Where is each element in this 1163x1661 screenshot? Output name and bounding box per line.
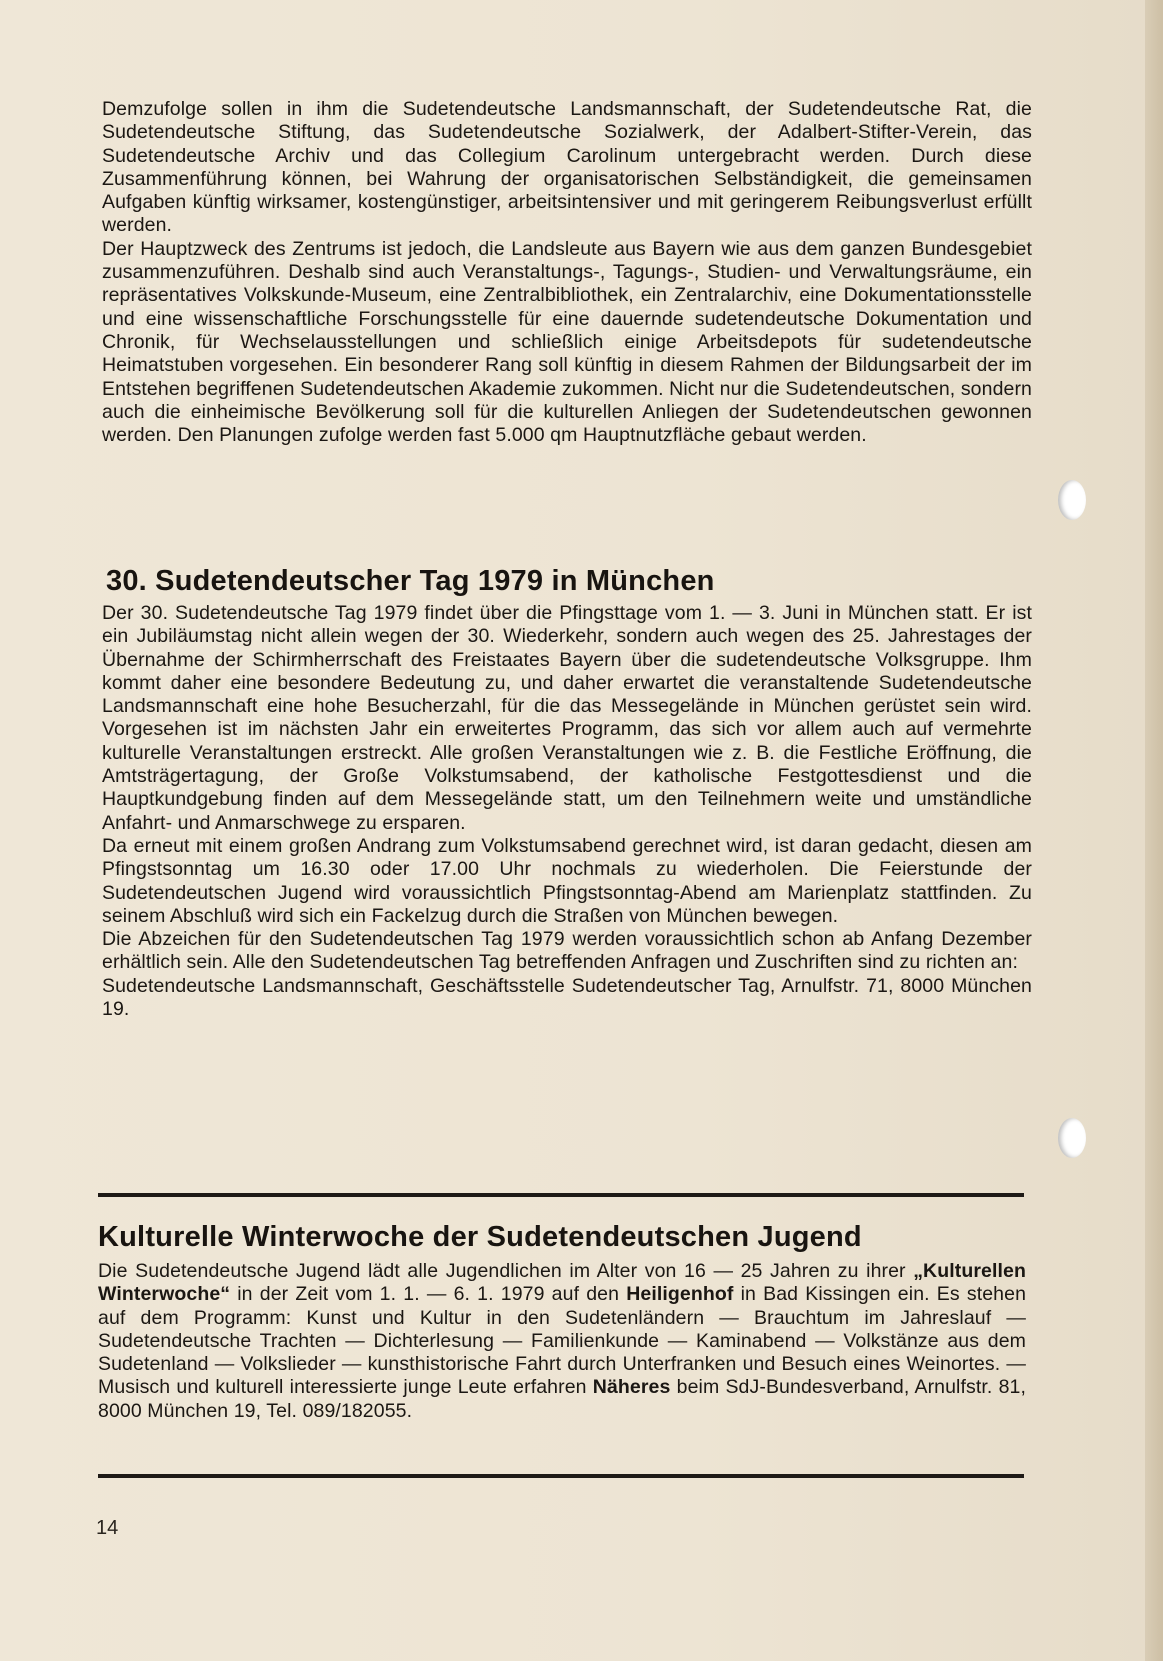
- tag-paragraph-2: Da erneut mit einem großen Andrang zum Volkstumsabend gerechnet wird, ist daran gedacht, diesen am Pfingstsonntag um 16.30 oder 17.00 Uhr nochmals zu wiederholen. Die Feierstunde der Sudetendeutschen Jugend wird voraussichtlich Pfingstsonntag-Abend am Marienplatz stattfinden. Zu seinem Abschluß wird sich ein Fackelzug durch die Straßen von München bewegen.: [102, 834, 1032, 927]
- winter-text-2: in der Zeit vom 1. 1. — 6. 1. 1979 auf den: [230, 1283, 627, 1306]
- section-heading-winterwoche: Kulturelle Winterwoche der Sudetendeutschen Jugend: [98, 1221, 862, 1253]
- tag-paragraph-3: Die Abzeichen für den Sudetendeutschen Tag 1979 werden voraussichtlich schon ab Anfang Dezember erhältlich sein. Alle den Sudetendeutschen Tag betreffenden Anfragen und Zuschriften sind zu richten an:: [102, 928, 1032, 974]
- intro-paragraph-2: Der Hauptzweck des Zentrums ist jedoch, die Landsleute aus Bayern wie aus dem ganzen Bundesgebiet zusammenzuführen. Deshalb sind auch Veranstaltungs-, Tagungs-, Studien- und Verwaltungsräume, ein repräsentatives Volkskunde-Museum, eine Zentralbibliothek, ein Zentralarchiv, eine Dokumentationsstelle und eine wissenschaftliche Forschungsstelle für eine dauernde sudetendeutsche Dokumentation und Chronik, für Wechselausstellungen und schließlich einige Arbeitsdepots für sudetendeutsche Heimatstuben vorgesehen. Ein besonderer Rang soll künftig in diesem Rahmen der Bildungsarbeit der im Entstehen begriffenen Sudetendeutschen Akademie zukommen. Nicht nur die Sudetendeutschen, sondern auch die einheimische Bevölkerung soll für die kulturellen Anliegen der Sudetendeutschen gewonnen werden. Den Planungen zufolge werden fast 5.000 qm Hauptnutzfläche gebaut werden.: [102, 237, 1032, 447]
- winter-bold-title: „Kulturellen Winterwoche“: [98, 1260, 1026, 1306]
- winter-text-4: beim SdJ-Bundesverband, Arnulfstr. 81, 8000 München 19, Tel. 089/182055.: [98, 1376, 1026, 1422]
- page-edge: [1145, 0, 1163, 1661]
- winterwoche-section: [98, 1260, 1026, 1423]
- punch-hole: [1058, 1118, 1086, 1158]
- winter-text-3: in Bad Kissingen ein. Es stehen auf dem Programm: Kunst und Kultur in den Sudetenländern — Brauchtum im Jahreslauf — Sudetendeutsche Trachten — Dichterlesung — Familienkunde — Kaminabend — Volkstänze aus dem Sudetenland — Volkslieder — kunsthistorische Fahrt durch Unterfranken und Besuch eines Weinortes. — Musisch und kulturell interessierte junge Leute erfahren: [98, 1283, 1027, 1399]
- winterwoche-paragraph: [98, 1260, 1026, 1423]
- winter-bold-venue: Heiligenhof: [626, 1283, 734, 1306]
- punch-hole: [1058, 480, 1086, 520]
- page-number: 14: [96, 1517, 119, 1539]
- section-heading-sudetendeutscher-tag: 30. Sudetendeutscher Tag 1979 in München: [106, 565, 715, 597]
- sudetendeutscher-tag-section: [102, 602, 1032, 1021]
- winter-bold-naeheres: Näheres: [592, 1376, 671, 1399]
- tag-address: Sudetendeutsche Landsmannschaft, Geschäftsstelle Sudetendeutscher Tag, Arnulfstr. 71, 8000 München 19.: [102, 974, 1032, 1021]
- intro-paragraph-1: Demzufolge sollen in ihm die Sudetendeutsche Landsmannschaft, der Sudetendeutsche Rat, die Sudetendeutsche Stiftung, das Sudetendeutsche Sozialwerk, der Adalbert-Stifter-Verein, das Sudetendeutsche Archiv und das Collegium Carolinum untergebracht werden. Durch diese Zusammenführung können, bei Wahrung der organisatorischen Selbständigkeit, die gemeinsamen Aufgaben künftig wirksamer, kostengünstiger, arbeitsintensiver und mit geringerem Reibungsverlust erfüllt werden.: [102, 98, 1032, 237]
- winter-text-1: Die Sudetendeutsche Jugend lädt alle Jugendlichen im Alter von 16 — 25 Jahren zu ihrer: [98, 1260, 914, 1282]
- intro-section: [102, 98, 1032, 447]
- divider-rule-bottom: [98, 1474, 1024, 1478]
- tag-paragraph-1: Der 30. Sudetendeutsche Tag 1979 findet über die Pfingsttage vom 1. — 3. Juni in München statt. Er ist ein Jubiläumstag nicht allein wegen der 30. Wiederkehr, sondern auch wegen des 25. Jahrestages der Übernahme der Schirmherrschaft des Freistaates Bayern über die sudetendeutsche Volksgruppe. Ihm kommt daher eine besondere Bedeutung zu, und daher erwartet die veranstaltende Sudetendeutsche Landsmannschaft eine hohe Besucherzahl, für die das Messegelände in München gerüstet sein wird. Vorgesehen ist im nächsten Jahr ein erweitertes Programm, das sich vor allem auch auf vermehrte kulturelle Veranstaltungen erstreckt. Alle großen Veranstaltungen wie z. B. die Festliche Eröffnung, die Amtsträgertagung, der Große Volkstumsabend, der katholische Festgottesdienst und die Hauptkundgebung finden auf dem Messegelände statt, um den Teilnehmern weite und umständliche Anfahrt- und Anmarschwege zu ersparen.: [102, 602, 1032, 834]
- divider-rule-top: [98, 1193, 1024, 1197]
